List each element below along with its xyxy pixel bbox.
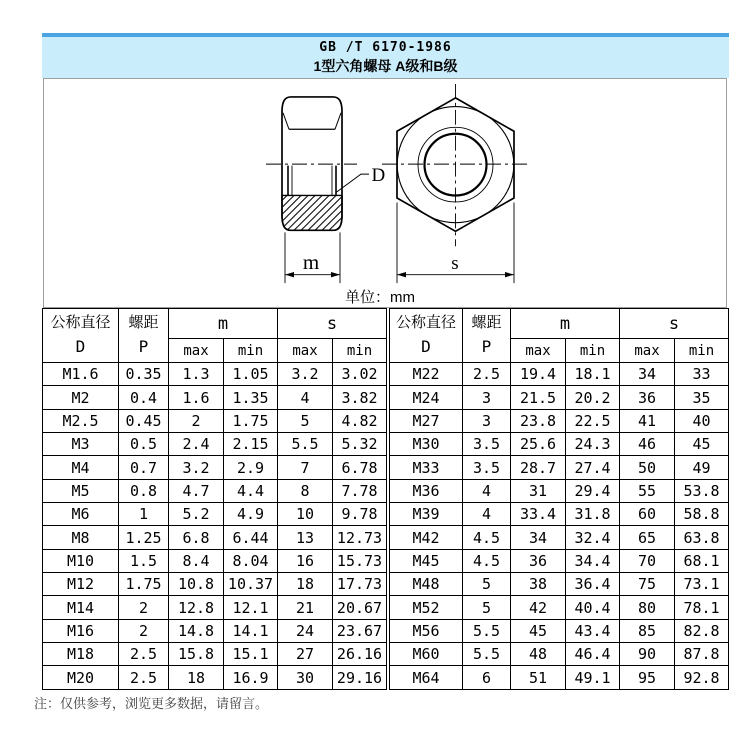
column-header-pitch: 螺距 P xyxy=(119,309,169,363)
table-cell: 36.4 xyxy=(566,573,620,596)
table-cell: M33 xyxy=(390,456,463,479)
table-cell: 4 xyxy=(463,479,511,502)
table-cell: M36 xyxy=(390,479,463,502)
table-row xyxy=(390,456,729,479)
page-title: 1型六角螺母 A级和B级 xyxy=(313,58,458,74)
table-cell: 0.5 xyxy=(119,433,169,456)
table-cell: 2.4 xyxy=(169,433,224,456)
table-cell: M48 xyxy=(390,573,463,596)
table-cell: 23.67 xyxy=(333,619,387,642)
table-row xyxy=(43,643,387,666)
table-cell: 4.5 xyxy=(463,526,511,549)
table-cell: M45 xyxy=(390,549,463,572)
table-cell: 6.44 xyxy=(224,526,278,549)
table-cell: 40.4 xyxy=(566,596,620,619)
column-header-m-min: min xyxy=(566,339,620,363)
table-cell: 27.4 xyxy=(566,456,620,479)
table-row xyxy=(43,526,387,549)
table-cell: M6 xyxy=(43,503,119,526)
table-cell: 5 xyxy=(463,573,511,596)
table-cell: 80 xyxy=(620,596,675,619)
column-header-pitch: 螺距 P xyxy=(463,309,511,363)
table-cell: 13 xyxy=(278,526,333,549)
table-cell: 5.32 xyxy=(333,433,387,456)
table-cell: M10 xyxy=(43,549,119,572)
table-cell: 28.7 xyxy=(511,456,566,479)
unit-label: 单位：mm xyxy=(345,289,415,307)
table-cell: 20.2 xyxy=(566,386,620,409)
table-cell: 12.1 xyxy=(224,596,278,619)
table-row xyxy=(390,409,729,432)
table-cell: 6.8 xyxy=(169,526,224,549)
table-cell: 7 xyxy=(278,456,333,479)
table-row xyxy=(390,549,729,572)
table-row xyxy=(43,549,387,572)
table-cell: 10.37 xyxy=(224,573,278,596)
table-cell: 38 xyxy=(511,573,566,596)
column-header-m-max: max xyxy=(169,339,224,363)
table-cell: M2 xyxy=(43,386,119,409)
column-header-s-max: max xyxy=(620,339,675,363)
table-cell: 95 xyxy=(620,666,675,690)
table-cell: 16.9 xyxy=(224,666,278,690)
table-cell: 10.8 xyxy=(169,573,224,596)
table-cell: 2 xyxy=(119,619,169,642)
table-cell: 3.82 xyxy=(333,386,387,409)
spec-table-left xyxy=(42,308,387,690)
standard-header-bar xyxy=(42,33,729,78)
table-cell: 35 xyxy=(675,386,729,409)
table-cell: 2 xyxy=(119,596,169,619)
table-cell: M2.5 xyxy=(43,409,119,432)
dimension-arrow xyxy=(285,272,294,277)
table-cell: 5.5 xyxy=(463,619,511,642)
table-cell: 2.5 xyxy=(119,666,169,690)
table-cell: 34.4 xyxy=(566,549,620,572)
table-row xyxy=(43,503,387,526)
table-row xyxy=(43,666,387,690)
table-cell: 3.2 xyxy=(278,363,333,386)
table-cell: 18.1 xyxy=(566,363,620,386)
table-cell: 60 xyxy=(620,503,675,526)
table-cell: M18 xyxy=(43,643,119,666)
table-cell: 2.5 xyxy=(463,363,511,386)
table-cell: 6 xyxy=(463,666,511,690)
section-hatching xyxy=(282,195,342,230)
table-cell: 1 xyxy=(119,503,169,526)
table-cell: 41 xyxy=(620,409,675,432)
table-cell: 2.15 xyxy=(224,433,278,456)
table-row xyxy=(390,433,729,456)
table-cell: 3.5 xyxy=(463,433,511,456)
table-cell: 24.3 xyxy=(566,433,620,456)
table-cell: 1.35 xyxy=(224,386,278,409)
table-cell: 68.1 xyxy=(675,549,729,572)
table-cell: 55 xyxy=(620,479,675,502)
table-row xyxy=(390,479,729,502)
table-cell: 5.5 xyxy=(278,433,333,456)
table-cell: 34 xyxy=(620,363,675,386)
table-cell: 8.04 xyxy=(224,549,278,572)
column-header-m: m xyxy=(169,309,278,339)
table-cell: 21.5 xyxy=(511,386,566,409)
table-cell: 32.4 xyxy=(566,526,620,549)
drawing-panel xyxy=(43,78,727,308)
dimension-arrow xyxy=(505,272,514,277)
table-cell: 0.35 xyxy=(119,363,169,386)
table-cell: 3.2 xyxy=(169,456,224,479)
table-cell: 5.2 xyxy=(169,503,224,526)
column-header-s-max: max xyxy=(278,339,333,363)
table-row xyxy=(390,386,729,409)
table-cell: 6.78 xyxy=(333,456,387,479)
table-cell: 4.7 xyxy=(169,479,224,502)
table-cell: 17.73 xyxy=(333,573,387,596)
table-cell: 46 xyxy=(620,433,675,456)
table-cell: 70 xyxy=(620,549,675,572)
column-header-s-min: min xyxy=(333,339,387,363)
table-cell: 73.1 xyxy=(675,573,729,596)
table-cell: M12 xyxy=(43,573,119,596)
label-d: D xyxy=(371,165,386,187)
table-cell: 24 xyxy=(278,619,333,642)
table-cell: M64 xyxy=(390,666,463,690)
table-cell: 29.16 xyxy=(333,666,387,690)
table-cell: 19.4 xyxy=(511,363,566,386)
table-cell: 0.7 xyxy=(119,456,169,479)
table-cell: 2.9 xyxy=(224,456,278,479)
table-row xyxy=(43,386,387,409)
table-cell: 46.4 xyxy=(566,643,620,666)
table-cell: M39 xyxy=(390,503,463,526)
table-cell: M14 xyxy=(43,596,119,619)
table-cell: 30 xyxy=(278,666,333,690)
table-row xyxy=(43,456,387,479)
table-cell: 15.73 xyxy=(333,549,387,572)
table-cell: 0.45 xyxy=(119,409,169,432)
column-header-m-max: max xyxy=(511,339,566,363)
label-s: s xyxy=(451,253,459,275)
table-cell: 18 xyxy=(278,573,333,596)
table-cell: 22.5 xyxy=(566,409,620,432)
table-cell: 31 xyxy=(511,479,566,502)
table-cell: 18 xyxy=(169,666,224,690)
table-row xyxy=(390,619,729,642)
column-header-m: m xyxy=(511,309,620,339)
table-row xyxy=(390,643,729,666)
table-row xyxy=(43,596,387,619)
column-header-diameter: 公称直径 D xyxy=(390,309,463,363)
table-cell: 75 xyxy=(620,573,675,596)
table-cell: 15.1 xyxy=(224,643,278,666)
table-cell: 34 xyxy=(511,526,566,549)
table-cell: 27 xyxy=(278,643,333,666)
table-cell: 3 xyxy=(463,409,511,432)
table-cell: 12.73 xyxy=(333,526,387,549)
table-cell: 12.8 xyxy=(169,596,224,619)
table-row xyxy=(43,619,387,642)
table-cell: M22 xyxy=(390,363,463,386)
table-row xyxy=(390,596,729,619)
table-cell: 4.5 xyxy=(463,549,511,572)
table-cell: 21 xyxy=(278,596,333,619)
table-cell: M5 xyxy=(43,479,119,502)
table-row xyxy=(390,666,729,690)
table-cell: M30 xyxy=(390,433,463,456)
table-cell: 36 xyxy=(511,549,566,572)
table-cell: 65 xyxy=(620,526,675,549)
table-cell: 49.1 xyxy=(566,666,620,690)
dimension-arrow xyxy=(331,272,340,277)
table-cell: 5 xyxy=(463,596,511,619)
table-row xyxy=(43,363,387,386)
column-header-s: s xyxy=(620,309,729,339)
table-row xyxy=(43,479,387,502)
table-cell: 2.5 xyxy=(119,643,169,666)
table-cell: 0.8 xyxy=(119,479,169,502)
table-cell: 26.16 xyxy=(333,643,387,666)
label-m: m xyxy=(302,250,320,275)
table-cell: 1.5 xyxy=(119,549,169,572)
table-cell: 1.6 xyxy=(169,386,224,409)
table-cell: 29.4 xyxy=(566,479,620,502)
footer-note: 注：仅供参考，浏览更多数据，请留言。 xyxy=(34,696,269,711)
table-cell: 1.05 xyxy=(224,363,278,386)
table-cell: 51 xyxy=(511,666,566,690)
column-header-diameter: 公称直径 D xyxy=(43,309,119,363)
table-cell: 20.67 xyxy=(333,596,387,619)
table-cell: 14.1 xyxy=(224,619,278,642)
table-cell: 33 xyxy=(675,363,729,386)
table-cell: 8.4 xyxy=(169,549,224,572)
table-cell: 1.75 xyxy=(224,409,278,432)
table-cell: 50 xyxy=(620,456,675,479)
table-cell: 31.8 xyxy=(566,503,620,526)
nut-side-section-view xyxy=(266,97,385,283)
table-row xyxy=(390,573,729,596)
table-cell: 87.8 xyxy=(675,643,729,666)
table-row xyxy=(390,526,729,549)
table-cell: 4 xyxy=(278,386,333,409)
table-cell: 53.8 xyxy=(675,479,729,502)
table-cell: 45 xyxy=(675,433,729,456)
table-cell: 42 xyxy=(511,596,566,619)
table-cell: M60 xyxy=(390,643,463,666)
table-cell: M27 xyxy=(390,409,463,432)
table-cell: 16 xyxy=(278,549,333,572)
spec-table-right xyxy=(389,308,729,690)
table-cell: 10 xyxy=(278,503,333,526)
table-cell: 40 xyxy=(675,409,729,432)
table-cell: 5.5 xyxy=(463,643,511,666)
table-row xyxy=(390,503,729,526)
table-cell: 14.8 xyxy=(169,619,224,642)
table-row xyxy=(390,363,729,386)
table-cell: 4.4 xyxy=(224,479,278,502)
table-cell: 82.8 xyxy=(675,619,729,642)
table-cell: M56 xyxy=(390,619,463,642)
table-cell: 78.1 xyxy=(675,596,729,619)
table-cell: 15.8 xyxy=(169,643,224,666)
table-cell: M52 xyxy=(390,596,463,619)
column-header-m-min: min xyxy=(224,339,278,363)
column-header-s-min: min xyxy=(675,339,729,363)
table-cell: 7.78 xyxy=(333,479,387,502)
table-cell: M24 xyxy=(390,386,463,409)
table-cell: 1.75 xyxy=(119,573,169,596)
table-cell: 3 xyxy=(463,386,511,409)
table-cell: M1.6 xyxy=(43,363,119,386)
table-cell: 36 xyxy=(620,386,675,409)
table-cell: M3 xyxy=(43,433,119,456)
table-cell: M20 xyxy=(43,666,119,690)
table-cell: 9.78 xyxy=(333,503,387,526)
table-cell: M4 xyxy=(43,456,119,479)
table-cell: 4.9 xyxy=(224,503,278,526)
table-cell: 43.4 xyxy=(566,619,620,642)
table-cell: 8 xyxy=(278,479,333,502)
table-cell: 1.25 xyxy=(119,526,169,549)
d-leader-line xyxy=(336,174,369,192)
table-cell: 3.02 xyxy=(333,363,387,386)
table-cell: 1.3 xyxy=(169,363,224,386)
nut-technical-drawing xyxy=(44,79,726,307)
table-cell: 85 xyxy=(620,619,675,642)
table-cell: 4.82 xyxy=(333,409,387,432)
table-cell: 90 xyxy=(620,643,675,666)
table-cell: 4 xyxy=(463,503,511,526)
table-cell: 45 xyxy=(511,619,566,642)
table-cell: 92.8 xyxy=(675,666,729,690)
standard-number: GB /T 6170-1986 xyxy=(319,40,452,55)
table-cell: 5 xyxy=(278,409,333,432)
table-cell: 2 xyxy=(169,409,224,432)
table-cell: 23.8 xyxy=(511,409,566,432)
dimension-arrow xyxy=(397,272,406,277)
table-cell: 3.5 xyxy=(463,456,511,479)
nut-face-view xyxy=(382,84,529,283)
table-row xyxy=(43,573,387,596)
table-cell: 25.6 xyxy=(511,433,566,456)
table-cell: M16 xyxy=(43,619,119,642)
table-cell: 63.8 xyxy=(675,526,729,549)
table-cell: M42 xyxy=(390,526,463,549)
table-cell: 48 xyxy=(511,643,566,666)
table-cell: 0.4 xyxy=(119,386,169,409)
table-cell: 58.8 xyxy=(675,503,729,526)
column-header-s: s xyxy=(278,309,387,339)
table-row xyxy=(43,433,387,456)
table-cell: M8 xyxy=(43,526,119,549)
table-cell: 33.4 xyxy=(511,503,566,526)
table-cell: 49 xyxy=(675,456,729,479)
table-row xyxy=(43,409,387,432)
